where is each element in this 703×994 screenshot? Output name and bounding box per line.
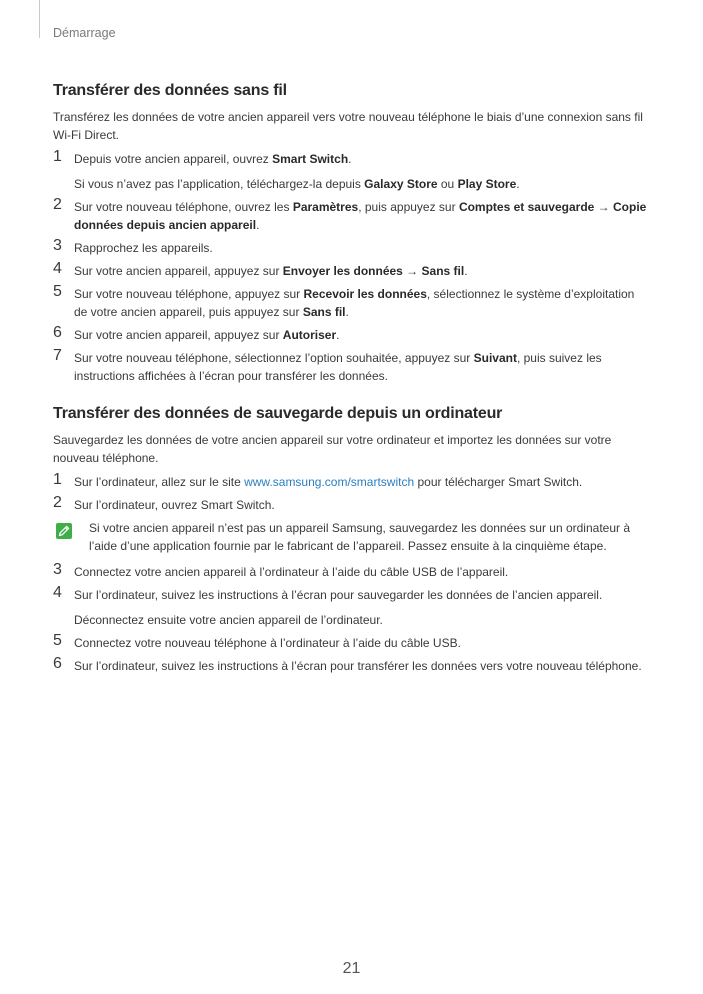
wireless-step-3	[53, 239, 649, 257]
wireless-step-6	[53, 326, 649, 344]
step-term: Envoyer les données	[282, 264, 403, 278]
step-number: 5	[53, 632, 62, 649]
computer-step-1	[53, 473, 649, 491]
step-text: Depuis votre ancien appareil, ouvrez	[74, 152, 273, 166]
step-number: 2	[53, 196, 62, 213]
computer-step-3	[53, 563, 649, 581]
step-text: Sur l’ordinateur, suivez les instructions à l’écran pour transférer les données vers votre nouveau téléphone.	[74, 659, 642, 673]
step-number: 3	[53, 561, 62, 578]
wireless-step-5	[53, 285, 649, 321]
step-text: , puis suivez les instructions affichées à l’écran pour transférer les données.	[74, 351, 602, 383]
wireless-step-1	[53, 150, 649, 193]
step-text: Connectez votre nouveau téléphone à l’ordinateur à l’aide du câble USB.	[74, 636, 461, 650]
step-number: 2	[53, 494, 62, 511]
step-subtext: Déconnectez ensuite votre ancien appareil de l’ordinateur.	[74, 613, 383, 627]
section-intro-computer: Sauvegardez les données de votre ancien appareil sur votre ordinateur et importez les données sur votre nouveau téléphone.	[53, 433, 612, 465]
header-divider	[39, 0, 40, 38]
step-term: Comptes et sauvegarde	[458, 200, 595, 214]
step-text: .	[336, 328, 340, 342]
step-text: Sur l’ordinateur, suivez les instructions à l’écran pour sauvegarder les données de l’ancien appareil.	[74, 588, 603, 602]
step-term: Sans fil	[421, 264, 465, 278]
smartswitch-link[interactable]: www.samsung.com/smartswitch	[244, 475, 415, 489]
step-number: 3	[53, 237, 62, 254]
wireless-step-2	[53, 198, 649, 234]
pencil-note-icon	[55, 522, 73, 540]
step-text: .	[256, 218, 260, 232]
step-text: .	[464, 264, 468, 278]
wireless-step-7	[53, 349, 649, 385]
page-number: 21	[342, 960, 361, 977]
step-text: Sur votre ancien appareil, appuyez sur	[74, 328, 283, 342]
step-text: .	[348, 152, 352, 166]
step-term: Play Store	[457, 177, 517, 191]
step-text: Sur votre nouveau téléphone, appuyez sur	[74, 287, 304, 301]
wireless-step-4	[53, 262, 649, 280]
note-box	[53, 519, 649, 555]
section-title-wireless: Transférer des données sans fil	[53, 82, 287, 99]
step-text: , sélectionnez le système d’exploitation de votre ancien appareil, puis appuyez sur	[74, 287, 635, 319]
note-text: Si votre ancien appareil n’est pas un appareil Samsung, sauvegardez les données sur un ordinateur à l’aide d’une application fournie par le fabricant de l’appareil. Passez ensuite à la cinquième étape.	[89, 521, 631, 553]
section-header: Démarrage	[53, 26, 116, 40]
step-text: Rapprochez les appareils.	[74, 241, 213, 255]
step-term: Autoriser	[282, 328, 337, 342]
computer-step-2	[53, 496, 649, 514]
step-term: Copie données depuis ancien appareil	[74, 200, 647, 232]
step-text: pour télécharger Smart Switch.	[414, 475, 583, 489]
computer-step-4	[53, 586, 649, 629]
step-number: 7	[53, 347, 62, 364]
step-term: Smart Switch	[272, 152, 349, 166]
step-number: 4	[53, 260, 62, 277]
step-text: Si vous n’avez pas l’application, téléchargez-la depuis	[74, 177, 365, 191]
step-term: Galaxy Store	[364, 177, 438, 191]
section-intro-wireless: Transférez les données de votre ancien appareil vers votre nouveau téléphone le biais d’une connexion sans fil Wi-Fi Direct.	[53, 110, 643, 142]
step-text: Sur l’ordinateur, allez sur le site	[74, 475, 245, 489]
step-number: 6	[53, 324, 62, 341]
step-term: Sans fil	[302, 305, 346, 319]
computer-step-5	[53, 634, 649, 652]
step-text: Sur l’ordinateur, ouvrez Smart Switch.	[74, 498, 275, 512]
step-number: 4	[53, 584, 62, 601]
step-term: Recevoir les données	[303, 287, 427, 301]
step-text: Sur votre nouveau téléphone, ouvrez les	[74, 200, 293, 214]
step-arrow: →	[594, 200, 613, 214]
step-term: Paramètres	[292, 200, 359, 214]
step-number: 6	[53, 655, 62, 672]
step-text: ou	[437, 177, 458, 191]
step-number: 1	[53, 148, 62, 165]
step-text: Sur votre nouveau téléphone, sélectionnez l’option souhaitée, appuyez sur	[74, 351, 474, 365]
step-term: Suivant	[473, 351, 517, 365]
step-text: .	[345, 305, 349, 319]
computer-step-6	[53, 657, 649, 675]
section-title-computer: Transférer des données de sauvegarde depuis un ordinateur	[53, 405, 503, 422]
page-content	[53, 82, 649, 680]
step-text: .	[516, 177, 520, 191]
step-arrow: →	[402, 264, 422, 278]
step-number: 5	[53, 283, 62, 300]
step-text: Sur votre ancien appareil, appuyez sur	[74, 264, 283, 278]
step-subtext	[74, 175, 649, 193]
step-text: , puis appuyez sur	[358, 200, 459, 214]
step-number: 1	[53, 471, 62, 488]
step-text: Connectez votre ancien appareil à l’ordinateur à l’aide du câble USB de l’appareil.	[74, 565, 509, 579]
